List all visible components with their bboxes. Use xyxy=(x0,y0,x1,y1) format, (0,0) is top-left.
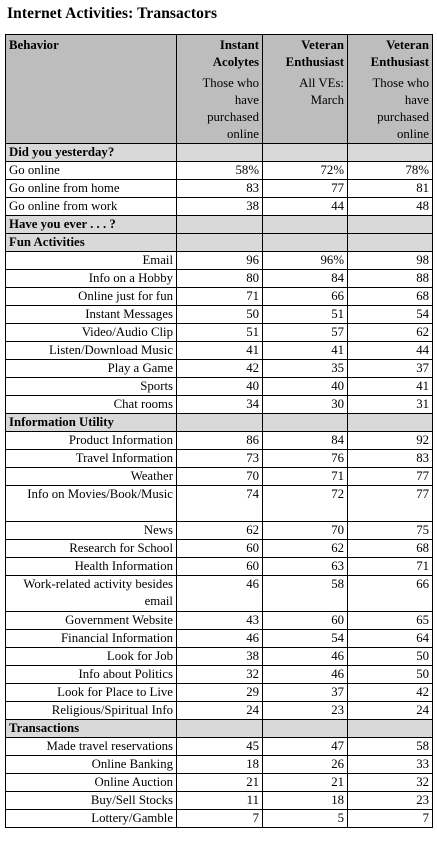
row-label: Online Banking xyxy=(6,756,177,774)
table-row xyxy=(6,396,433,414)
value-cell-col1: 96 xyxy=(177,252,263,270)
table-row xyxy=(6,378,433,396)
value-cell-col3: 77 xyxy=(348,468,433,486)
section-title: Transactions xyxy=(6,720,177,738)
row-label: Look for Place to Live xyxy=(6,684,177,702)
value-cell-col2: 40 xyxy=(263,378,348,396)
value-cell-col3: 78% xyxy=(348,162,433,180)
value-cell-col1: 46 xyxy=(177,576,263,612)
value-cell-col1: 43 xyxy=(177,612,263,630)
table-row xyxy=(6,540,433,558)
table-row xyxy=(6,288,433,306)
value-cell-col3: 98 xyxy=(348,252,433,270)
value-cell-col3: 71 xyxy=(348,558,433,576)
value-cell-col1: 46 xyxy=(177,630,263,648)
table-row xyxy=(6,306,433,324)
value-cell-col2: 57 xyxy=(263,324,348,342)
table-row xyxy=(6,648,433,666)
value-cell-col3: 50 xyxy=(348,648,433,666)
value-cell-col1: 70 xyxy=(177,468,263,486)
value-cell-col1: 83 xyxy=(177,180,263,198)
section-row xyxy=(6,414,433,432)
value-cell-col2: 46 xyxy=(263,666,348,684)
section-empty-cell xyxy=(263,234,348,252)
row-label: Buy/Sell Stocks xyxy=(6,792,177,810)
table-row xyxy=(6,198,433,216)
row-label: Financial Information xyxy=(6,630,177,648)
value-cell-col2: 60 xyxy=(263,612,348,630)
row-label: Travel Information xyxy=(6,450,177,468)
value-cell-col3: 66 xyxy=(348,576,433,612)
table-row xyxy=(6,666,433,684)
table-row xyxy=(6,432,433,450)
row-label: Health Information xyxy=(6,558,177,576)
value-cell-col1: 38 xyxy=(177,648,263,666)
table-row xyxy=(6,576,433,612)
value-cell-col3: 42 xyxy=(348,684,433,702)
row-label: Info on Movies/Book/Music xyxy=(6,486,177,522)
value-cell-col3: 54 xyxy=(348,306,433,324)
header-veteran-enthusiast-all xyxy=(263,35,348,144)
header-col2-name: Veteran Enthusiast xyxy=(285,38,344,69)
value-cell-col2: 26 xyxy=(263,756,348,774)
value-cell-col3: 68 xyxy=(348,540,433,558)
row-label: Listen/Download Music xyxy=(6,342,177,360)
value-cell-col1: 11 xyxy=(177,792,263,810)
header-col2-sub: All VEs: March xyxy=(299,76,344,107)
value-cell-col3: 64 xyxy=(348,630,433,648)
header-col3-name: Veteran Enthusiast xyxy=(370,38,429,69)
section-empty-cell xyxy=(177,720,263,738)
value-cell-col1: 29 xyxy=(177,684,263,702)
table-row xyxy=(6,756,433,774)
section-row xyxy=(6,234,433,252)
table-row xyxy=(6,360,433,378)
section-empty-cell xyxy=(263,720,348,738)
header-col1-sub: Those who have purchased online xyxy=(202,76,259,141)
row-label: Weather xyxy=(6,468,177,486)
value-cell-col1: 34 xyxy=(177,396,263,414)
row-label: Lottery/Gamble xyxy=(6,810,177,828)
value-cell-col1: 40 xyxy=(177,378,263,396)
value-cell-col2: 18 xyxy=(263,792,348,810)
value-cell-col3: 75 xyxy=(348,522,433,540)
value-cell-col2: 72% xyxy=(263,162,348,180)
table-row xyxy=(6,162,433,180)
row-label: Online Auction xyxy=(6,774,177,792)
value-cell-col3: 81 xyxy=(348,180,433,198)
section-title: Did you yesterday? xyxy=(6,144,177,162)
value-cell-col3: 44 xyxy=(348,342,433,360)
row-label: Play a Game xyxy=(6,360,177,378)
value-cell-col3: 58 xyxy=(348,738,433,756)
value-cell-col3: 68 xyxy=(348,288,433,306)
value-cell-col3: 62 xyxy=(348,324,433,342)
section-empty-cell xyxy=(263,216,348,234)
row-label: Go online from home xyxy=(6,180,177,198)
value-cell-col2: 66 xyxy=(263,288,348,306)
value-cell-col3: 65 xyxy=(348,612,433,630)
page-title: Internet Activities: Transactors xyxy=(7,5,218,22)
row-label: Online just for fun xyxy=(6,288,177,306)
row-label: Go online xyxy=(6,162,177,180)
value-cell-col3: 48 xyxy=(348,198,433,216)
header-veteran-enthusiast-purchased xyxy=(348,35,433,144)
section-empty-cell xyxy=(348,216,433,234)
row-label: Research for School xyxy=(6,540,177,558)
table-row xyxy=(6,342,433,360)
value-cell-col1: 32 xyxy=(177,666,263,684)
row-label: Work-related activity besides email xyxy=(6,576,177,612)
value-cell-col2: 71 xyxy=(263,468,348,486)
value-cell-col2: 70 xyxy=(263,522,348,540)
value-cell-col2: 5 xyxy=(263,810,348,828)
value-cell-col2: 23 xyxy=(263,702,348,720)
section-row xyxy=(6,144,433,162)
section-empty-cell xyxy=(177,216,263,234)
table-row xyxy=(6,270,433,288)
row-label: News xyxy=(6,522,177,540)
section-title: Fun Activities xyxy=(6,234,177,252)
row-label: Instant Messages xyxy=(6,306,177,324)
section-empty-cell xyxy=(263,144,348,162)
value-cell-col2: 35 xyxy=(263,360,348,378)
table-header-row xyxy=(6,35,433,144)
value-cell-col1: 51 xyxy=(177,324,263,342)
value-cell-col1: 71 xyxy=(177,288,263,306)
value-cell-col2: 46 xyxy=(263,648,348,666)
value-cell-col2: 77 xyxy=(263,180,348,198)
transactors-table xyxy=(5,34,433,828)
value-cell-col3: 77 xyxy=(348,486,433,522)
value-cell-col3: 50 xyxy=(348,666,433,684)
value-cell-col3: 41 xyxy=(348,378,433,396)
value-cell-col1: 58% xyxy=(177,162,263,180)
row-label: Go online from work xyxy=(6,198,177,216)
table-row xyxy=(6,774,433,792)
table-row xyxy=(6,180,433,198)
value-cell-col3: 83 xyxy=(348,450,433,468)
table-row xyxy=(6,738,433,756)
value-cell-col1: 60 xyxy=(177,540,263,558)
row-label: Info about Politics xyxy=(6,666,177,684)
section-empty-cell xyxy=(177,234,263,252)
row-label: Government Website xyxy=(6,612,177,630)
value-cell-col3: 33 xyxy=(348,756,433,774)
value-cell-col2: 51 xyxy=(263,306,348,324)
table-row xyxy=(6,702,433,720)
value-cell-col2: 30 xyxy=(263,396,348,414)
table-row xyxy=(6,792,433,810)
section-title: Information Utility xyxy=(6,414,177,432)
value-cell-col1: 74 xyxy=(177,486,263,522)
value-cell-col1: 18 xyxy=(177,756,263,774)
section-empty-cell xyxy=(177,414,263,432)
value-cell-col2: 47 xyxy=(263,738,348,756)
table-row xyxy=(6,252,433,270)
header-col1-name: Instant Acolytes xyxy=(212,38,259,69)
value-cell-col2: 84 xyxy=(263,270,348,288)
value-cell-col3: 37 xyxy=(348,360,433,378)
table-row xyxy=(6,450,433,468)
table-row xyxy=(6,486,433,522)
value-cell-col3: 88 xyxy=(348,270,433,288)
value-cell-col1: 86 xyxy=(177,432,263,450)
value-cell-col3: 23 xyxy=(348,792,433,810)
value-cell-col1: 24 xyxy=(177,702,263,720)
value-cell-col1: 60 xyxy=(177,558,263,576)
header-col3-sub: Those who have purchased online xyxy=(372,76,429,141)
value-cell-col2: 96% xyxy=(263,252,348,270)
table-body xyxy=(6,35,433,828)
value-cell-col2: 54 xyxy=(263,630,348,648)
value-cell-col1: 7 xyxy=(177,810,263,828)
section-empty-cell xyxy=(263,414,348,432)
table-row xyxy=(6,522,433,540)
table-row xyxy=(6,468,433,486)
value-cell-col2: 63 xyxy=(263,558,348,576)
header-instant-acolytes xyxy=(177,35,263,144)
value-cell-col2: 76 xyxy=(263,450,348,468)
row-label: Religious/Spiritual Info xyxy=(6,702,177,720)
value-cell-col3: 92 xyxy=(348,432,433,450)
value-cell-col1: 62 xyxy=(177,522,263,540)
table-row xyxy=(6,558,433,576)
row-label: Sports xyxy=(6,378,177,396)
header-behavior: Behavior xyxy=(6,35,177,144)
section-empty-cell xyxy=(348,414,433,432)
section-title: Have you ever . . . ? xyxy=(6,216,177,234)
value-cell-col3: 31 xyxy=(348,396,433,414)
value-cell-col2: 37 xyxy=(263,684,348,702)
row-label: Look for Job xyxy=(6,648,177,666)
value-cell-col2: 21 xyxy=(263,774,348,792)
section-row xyxy=(6,720,433,738)
row-label: Info on a Hobby xyxy=(6,270,177,288)
value-cell-col1: 38 xyxy=(177,198,263,216)
table-row xyxy=(6,684,433,702)
section-empty-cell xyxy=(348,720,433,738)
value-cell-col2: 44 xyxy=(263,198,348,216)
value-cell-col1: 73 xyxy=(177,450,263,468)
table-row xyxy=(6,630,433,648)
value-cell-col2: 58 xyxy=(263,576,348,612)
row-label: Email xyxy=(6,252,177,270)
value-cell-col1: 80 xyxy=(177,270,263,288)
value-cell-col2: 84 xyxy=(263,432,348,450)
value-cell-col3: 24 xyxy=(348,702,433,720)
table-row xyxy=(6,324,433,342)
value-cell-col2: 62 xyxy=(263,540,348,558)
value-cell-col3: 7 xyxy=(348,810,433,828)
row-label: Video/Audio Clip xyxy=(6,324,177,342)
value-cell-col1: 41 xyxy=(177,342,263,360)
table-row xyxy=(6,612,433,630)
value-cell-col1: 50 xyxy=(177,306,263,324)
row-label: Product Information xyxy=(6,432,177,450)
value-cell-col1: 45 xyxy=(177,738,263,756)
value-cell-col3: 32 xyxy=(348,774,433,792)
section-row xyxy=(6,216,433,234)
row-label: Made travel reservations xyxy=(6,738,177,756)
value-cell-col2: 72 xyxy=(263,486,348,522)
section-empty-cell xyxy=(348,144,433,162)
table-row xyxy=(6,810,433,828)
value-cell-col1: 21 xyxy=(177,774,263,792)
section-empty-cell xyxy=(177,144,263,162)
value-cell-col1: 42 xyxy=(177,360,263,378)
value-cell-col2: 41 xyxy=(263,342,348,360)
section-empty-cell xyxy=(348,234,433,252)
row-label: Chat rooms xyxy=(6,396,177,414)
